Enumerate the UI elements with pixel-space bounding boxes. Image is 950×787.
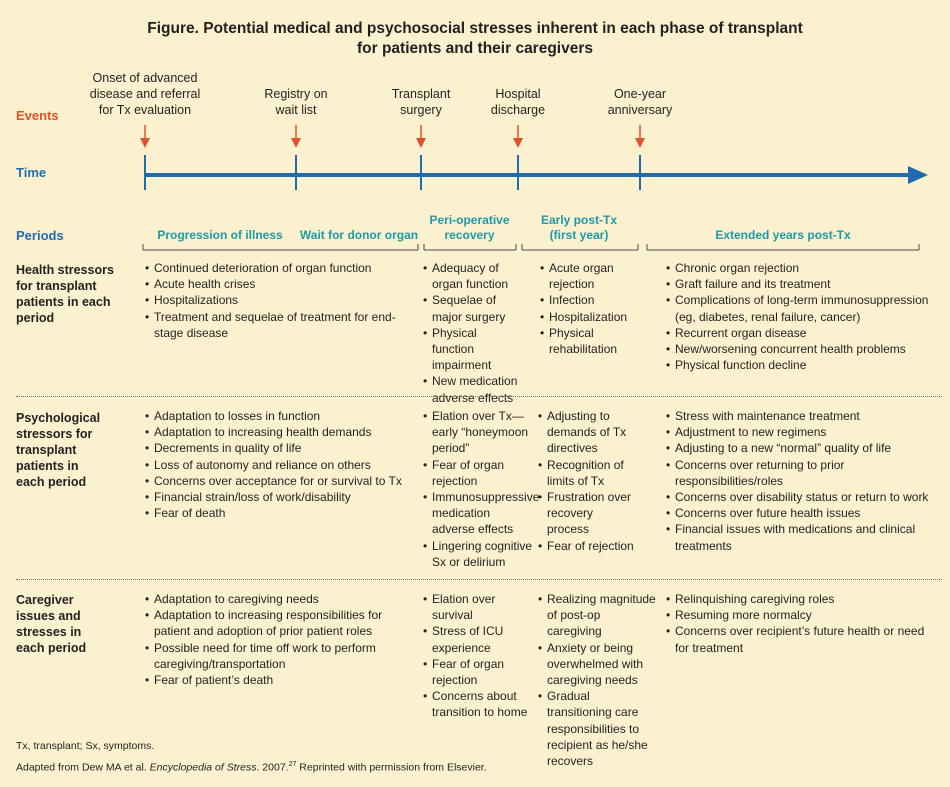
list-item: • Decrements in quality of life [145, 440, 417, 456]
event-arrow-icon [635, 125, 645, 148]
list-item: • Loss of autonomy and reliance on others [145, 457, 417, 473]
list-item: • Immunosuppressive medication adverse effects [423, 489, 533, 538]
footnote-abbreviations: Tx, transplant; Sx, symptoms. [16, 740, 155, 752]
timeline-graphic [0, 120, 950, 195]
health-list-pre [145, 260, 417, 341]
list-item: • Sequelae of major surgery [423, 292, 520, 324]
list-item: • Graft failure and its treatment [666, 276, 930, 292]
caregiver-list-early [538, 591, 656, 769]
list-item: • Anxiety or being overwhelmed with caregiving needs [538, 640, 656, 689]
event-hospital-discharge: Hospital discharge [490, 87, 546, 117]
event-arrow-icon [416, 125, 426, 148]
list-item: • Acute health crises [145, 276, 417, 292]
list-item: • Fear of organ rejection [423, 457, 533, 489]
periods-label: Periods [16, 228, 64, 243]
caregiver-list-periop [423, 591, 528, 721]
list-item: • Realizing magnitude of post-op caregiving [538, 591, 656, 640]
list-item: • Elation over survival [423, 591, 528, 623]
section-health-label: Health stressors for transplant patients in each period [16, 263, 114, 325]
period-early: Early post-Tx (first year) [540, 213, 618, 242]
figure-title-line-2: for patients and their caregivers [356, 40, 594, 57]
list-item: • Fear of patient’s death [145, 672, 385, 688]
list-item: • Acute organ rejection [540, 260, 635, 292]
list-item: • Adequacy of organ function [423, 260, 520, 292]
timeline-ticks [145, 155, 640, 190]
list-item: • Physical rehabilitation [540, 325, 635, 357]
event-one-year: One-year anniversary [607, 87, 673, 117]
caregiver-list-pre [145, 591, 385, 688]
event-arrows [140, 125, 645, 148]
list-item: • Adaptation to losses in function [145, 408, 417, 424]
period-brackets [0, 240, 950, 254]
psych-list-early [538, 408, 638, 554]
list-item: • Frustration over recovery process [538, 489, 638, 538]
event-transplant-surgery: Transplant surgery [391, 87, 451, 117]
list-item: • Lingering cognitive Sx or delirium [423, 538, 533, 570]
list-item: • Adaptation to increasing responsibilities for patient and adoption of prior patient roles [145, 607, 385, 639]
list-item: • Complications of long-term immunosuppression (eg, diabetes, renal failure, cancer) [666, 292, 930, 324]
health-list-early [540, 260, 635, 357]
list-item: • Concerns over recipient’s future health or need for treatment [666, 623, 930, 655]
events-label: Events [16, 108, 59, 123]
section-psych-label: Psychological stressors for transplant patients in each period [16, 411, 101, 489]
list-item: • Stress with maintenance treatment [666, 408, 940, 424]
psych-list-extended [666, 408, 940, 554]
list-item: • Concerns over returning to prior responsibilities/roles [666, 457, 940, 489]
figure-title-line-1: Figure. Potential medical and psychosocial stresses inherent in each phase of transplant [147, 20, 803, 37]
health-list-periop [423, 260, 520, 406]
section-caregiver-label: Caregiver issues and stresses in each period [16, 593, 87, 655]
period-wait: Wait for donor organ [299, 228, 419, 242]
list-item: • Fear of rejection [538, 538, 638, 554]
timeline-arrowhead-icon [908, 166, 928, 184]
period-periop: Peri-operative recovery [429, 213, 510, 242]
caregiver-list-extended [666, 591, 930, 656]
list-item: • Hospitalization [540, 309, 635, 325]
event-arrow-icon [291, 125, 301, 148]
list-item: • Financial issues with medications and clinical treatments [666, 521, 940, 553]
list-item: • Recognition of limits of Tx [538, 457, 638, 489]
list-item: • Adjusting to demands of Tx directives [538, 408, 638, 457]
event-onset: Onset of advanced disease and referral for Tx evaluation [89, 71, 201, 117]
list-item: • Fear of organ rejection [423, 656, 528, 688]
list-item: • Adjustment to new regimens [666, 424, 940, 440]
list-item: • Elation over Tx— early “honeymoon period” [423, 408, 533, 457]
list-item: • Infection [540, 292, 635, 308]
list-item: • Financial strain/loss of work/disability [145, 489, 417, 505]
list-item: • Concerns over future health issues [666, 505, 940, 521]
psych-list-pre [145, 408, 417, 521]
list-item: • Adaptation to increasing health demands [145, 424, 417, 440]
list-item: • Concerns over disability status or return to work [666, 489, 940, 505]
list-item: • Resuming more normalcy [666, 607, 930, 623]
figure-title [0, 19, 950, 59]
section-divider [16, 579, 942, 580]
list-item: • Continued deterioration of organ function [145, 260, 417, 276]
psych-list-periop [423, 408, 540, 570]
section-divider [16, 396, 942, 397]
event-arrow-icon [513, 125, 523, 148]
list-item: • Stress of ICU experience [423, 623, 528, 655]
footnote-source: Adapted from Dew MA et al. Encyclopedia of Stress. 2007.27 Reprinted with permission from Elsevier. [16, 761, 487, 774]
list-item: • Fear of death [145, 505, 417, 521]
list-item: • Physical function decline [666, 357, 930, 373]
list-item: • Gradual transitioning care responsibilities to recipient as he/she recovers [538, 688, 656, 769]
list-item: • Adaptation to caregiving needs [145, 591, 385, 607]
list-item: • Concerns over acceptance for or survival to Tx [145, 473, 417, 489]
list-item: • Hospitalizations [145, 292, 417, 308]
list-item: • Physical function impairment [423, 325, 520, 374]
list-item: • New/worsening concurrent health problems [666, 341, 930, 357]
period-progression: Progression of illness [157, 228, 283, 242]
list-item: • Relinquishing caregiving roles [666, 591, 930, 607]
event-arrow-icon [140, 125, 150, 148]
list-item: • Chronic organ rejection [666, 260, 930, 276]
list-item: • Possible need for time off work to perform caregiving/transportation [145, 640, 385, 672]
health-list-extended [666, 260, 930, 373]
list-item: • New medication adverse effects [423, 373, 520, 405]
time-label: Time [16, 165, 47, 180]
period-extended: Extended years post-Tx [715, 228, 851, 242]
list-item: • Adjusting to a new “normal” quality of life [666, 440, 940, 456]
list-item: • Treatment and sequelae of treatment for end-stage disease [145, 309, 417, 341]
list-item: • Recurrent organ disease [666, 325, 930, 341]
event-registry: Registry on wait list [264, 87, 328, 117]
list-item: • Concerns about transition to home [423, 688, 528, 720]
